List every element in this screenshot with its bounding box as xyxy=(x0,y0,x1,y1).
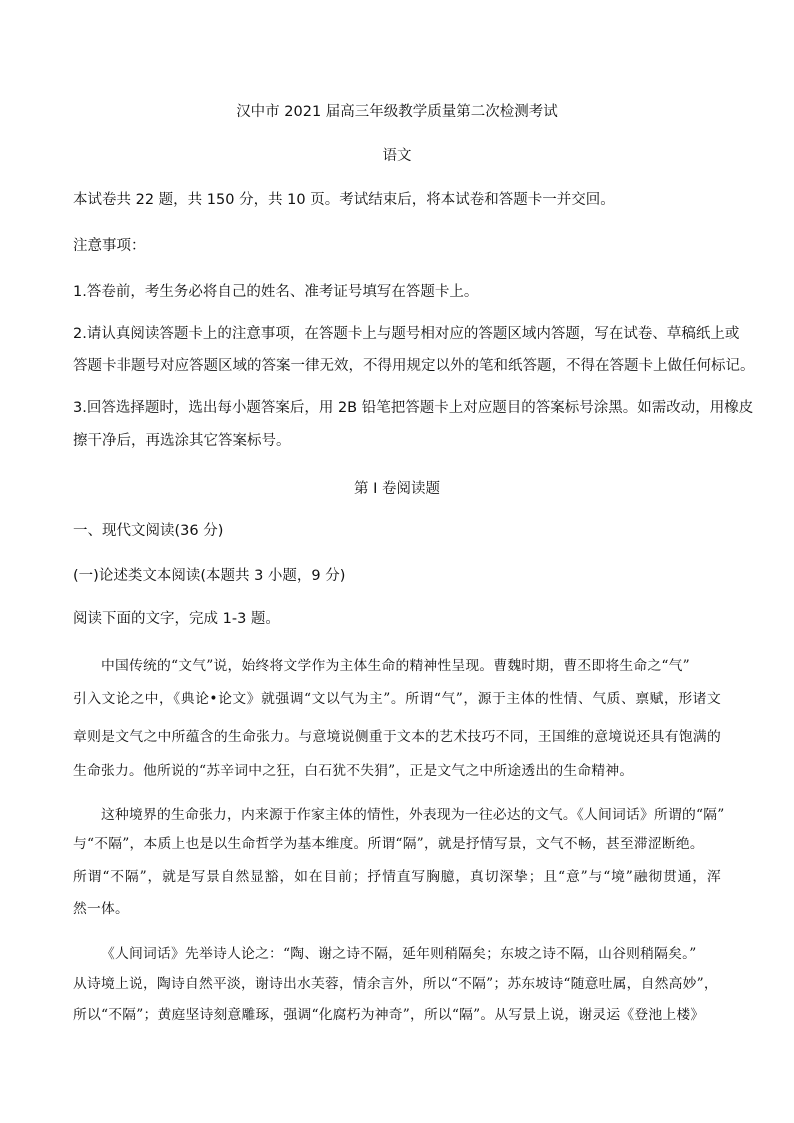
note-item-2-line-1: 2.请认真阅读答题卡上的注意事项，在答题卡上与题号相对应的答题区域内答题，写在试卷、草稿纸上或 xyxy=(73,326,740,342)
passage-line: 引入文论之中，《典论•论文》就强调“文以气为主”。所谓“气”，源于主体的性情、气质、禀赋，形诸文 xyxy=(73,691,721,707)
passage-line: 所谓“不隔”，就是写景自然显豁，如在目前；抒情直写胸臆，真切深挚；且“意”与“境”融彻贯通，浑 xyxy=(73,869,721,885)
part-heading: 一、现代文阅读(36 分) xyxy=(73,523,224,539)
passage-line: 与“不隔”，本质上也是以生命哲学为基本维度。所谓“隔”，就是抒情写景，文气不畅，甚至滞涩断绝。 xyxy=(73,836,704,852)
passage-line: 《人间词话》先举诗人论之：“陶、谢之诗不隔，延年则稍隔矣；东坡之诗不隔，山谷则稍隔矣。” xyxy=(101,946,697,962)
exam-title: 汉中市 2021 届高三年级教学质量第二次检测考试 xyxy=(236,104,558,120)
passage-line: 从诗境上说，陶诗自然平淡，谢诗出水芙蓉，情余言外，所以“不隔”；苏东坡诗“随意吐属，自然高妙”， xyxy=(73,976,718,992)
sub-section-heading: (一)论述类文本阅读(本题共 3 小题，9 分) xyxy=(73,568,346,584)
passage-line: 所以“不隔”；黄庭坚诗刻意雕琢，强调“化腐朽为神奇”，所以“隔”。从写景上说，谢灵运《登池上楼》 xyxy=(73,1007,705,1023)
note-item-2-line-2: 答题卡非题号对应答题区域的答案一律无效，不得用规定以外的笔和纸答题，不得在答题卡上做任何标记。 xyxy=(73,358,755,374)
passage-line: 这种境界的生命张力，内来源于作家主体的情性，外表现为一往必达的文气。《人间词话》所谓的“隔” xyxy=(101,807,725,823)
passage-line: 然一体。 xyxy=(73,901,129,917)
note-item-1: 1.答卷前，考生务必将自己的姓名、准考证号填写在答题卡上。 xyxy=(73,284,479,300)
passage-line: 章则是文气之中所蕴含的生命张力。与意境说侧重于文本的艺术技巧不同，王国维的意境说还具有饱满的 xyxy=(73,729,721,745)
note-item-3-line-1: 3.回答选择题时，选出每小题答案后，用 2B 铅笔把答题卡上对应题目的答案标号涂黑。如需改动，用橡皮 xyxy=(73,400,754,416)
subject-title: 语文 xyxy=(382,148,412,164)
intro-text: 本试卷共 22 题，共 150 分，共 10 页。考试结束后，将本试卷和答题卡一并交回。 xyxy=(73,192,615,208)
passage-line: 中国传统的“文气”说，始终将文学作为主体生命的精神性呈现。曹魏时期，曹丕即将生命之“气” xyxy=(101,658,690,674)
notes-heading: 注意事项： xyxy=(73,238,146,254)
note-item-3-line-2: 擦干净后，再选涂其它答案标号。 xyxy=(73,433,291,449)
passage-line: 生命张力。他所说的“苏辛词中之狂，白石犹不失狷”，正是文气之中所途透出的生命精神。 xyxy=(73,763,634,779)
reading-instruction: 阅读下面的文字，完成 1-3 题。 xyxy=(73,611,280,627)
volume-title: 第 I 卷阅读题 xyxy=(354,481,440,497)
